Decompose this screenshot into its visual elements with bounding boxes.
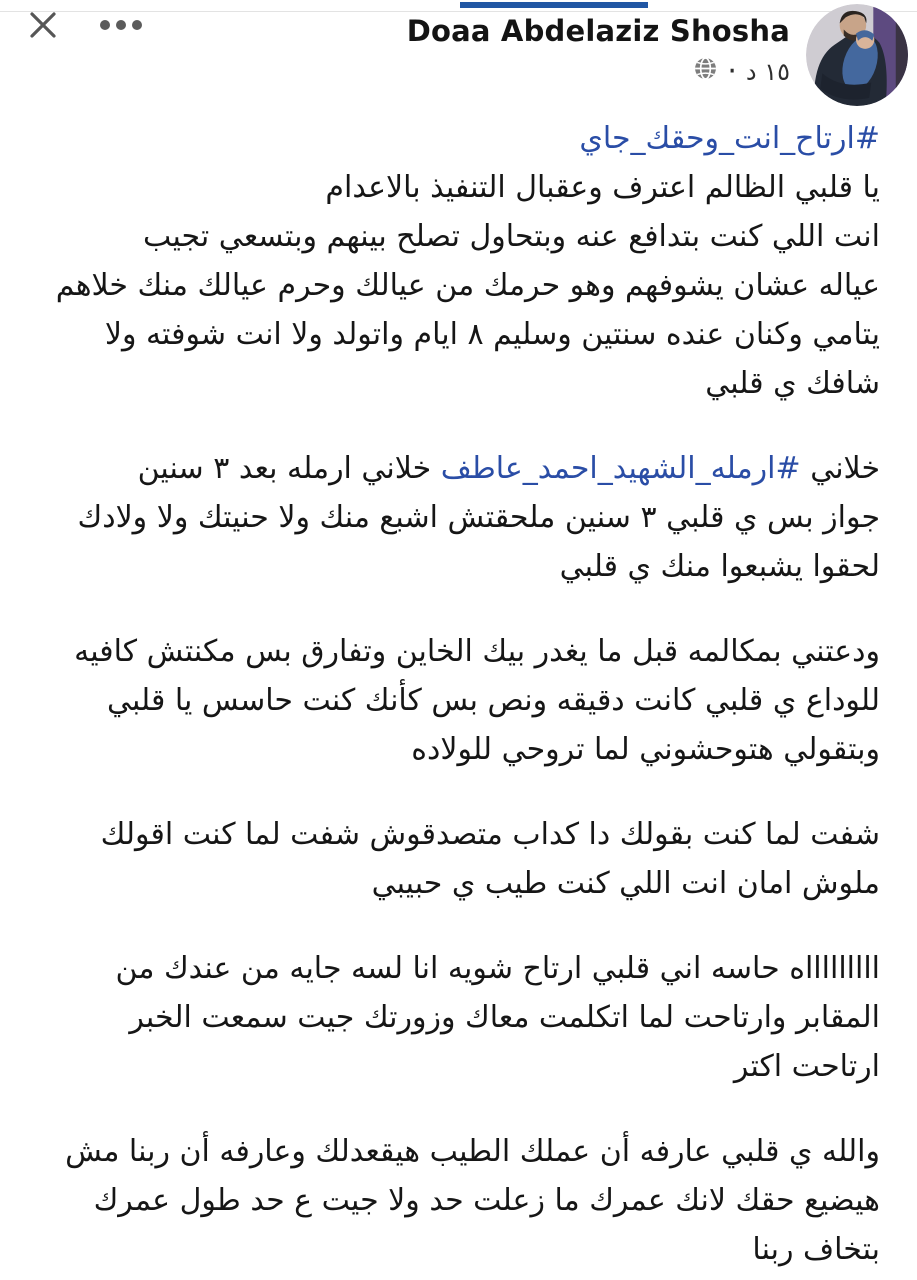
- post-line: شفت لما كنت بقولك دا كداب متصدقوش شفت لما كنت اقولك: [100, 817, 880, 852]
- post-line: يتامي وكنان عنده سنتين وسليم ٨ ايام واتولد ولا انت شوفته ولا: [104, 317, 880, 352]
- post-line: المقابر وارتاحت لما اتكلمت معاك وزورتك جيت سمعت الخبر: [129, 1000, 880, 1035]
- author-name[interactable]: Doaa Abdelaziz Shosha: [406, 14, 790, 48]
- post-line: شافك ي قلبي: [705, 366, 880, 401]
- post-line: يا قلبي الظالم اعترف وعقبال التنفيذ بالاعدام: [325, 170, 880, 205]
- post-line: للوداع ي قلبي كانت دقيقه ونص بس كأنك كنت حاسس يا قلبي: [106, 683, 880, 718]
- hashtag-link[interactable]: #ارتاح_انت_وحقك_جاي: [579, 121, 880, 156]
- timestamp: ١٥ د: [745, 57, 790, 86]
- post-line: وبتقولي هتوحشوني لما تروحي للولاده: [411, 732, 880, 767]
- three-dots-icon: [132, 20, 142, 30]
- globe-public-icon: [693, 56, 718, 87]
- post-text: خلاني ارمله بعد ٣ سنين: [137, 451, 432, 486]
- post-body: [30, 114, 880, 1280]
- post-line: لحقوا يشبعوا منك ي قلبي: [559, 549, 880, 584]
- post-line: والله ي قلبي عارفه أن عملك الطيب هيقعدلك وعارفه أن ربنا مش: [65, 1134, 880, 1169]
- post-line: انت اللي كنت بتدافع عنه وبتحاول تصلح بينهم وبتسعي تجيب: [143, 219, 880, 254]
- avatar[interactable]: [806, 4, 908, 106]
- post-text: خلاني: [810, 451, 880, 486]
- meta-separator-dot: ·: [727, 53, 737, 89]
- close-button[interactable]: [22, 4, 64, 49]
- post-line: بتخاف ربنا: [752, 1232, 880, 1267]
- more-options-button[interactable]: [96, 10, 146, 40]
- post-paragraph: [30, 627, 880, 774]
- close-icon: [26, 30, 60, 45]
- hashtag-link[interactable]: #ارمله_الشهيد_احمد_عاطف: [440, 451, 801, 486]
- three-dots-icon: [116, 20, 126, 30]
- three-dots-icon: [100, 20, 110, 30]
- post-paragraph: [30, 810, 880, 908]
- post-line: [30, 444, 880, 493]
- post-line: اااااااااه حاسه اني قلبي ارتاح شويه انا لسه جايه من عندك من: [115, 951, 880, 986]
- post-line: ارتاحت اكتر: [733, 1049, 880, 1084]
- post-line: ملوش امان انت اللي كنت طيب ي حبيبي: [371, 866, 880, 901]
- post-paragraph: [30, 1127, 880, 1274]
- post-paragraph: [30, 944, 880, 1091]
- post-line: هيضيع حقك لانك عمرك ما زعلت حد ولا جيت ع حد طول عمرك: [93, 1183, 880, 1218]
- post-meta: [693, 53, 790, 89]
- post-line: ودعتني بمكالمه قبل ما يغدر بيك الخاين وتفارق بس مكنتش كافيه: [74, 634, 880, 669]
- post-line: جواز بس ي قلبي ٣ سنين ملحقتش اشبع منك ولا حنيتك ولا ولادك: [77, 500, 880, 535]
- post-line: عياله عشان يشوفهم وهو حرمك من عيالك وحرم عيالك منك خلاهم: [55, 268, 880, 303]
- post-paragraph: [30, 114, 880, 408]
- post-paragraph: [30, 444, 880, 591]
- story-progress-bar: [460, 2, 648, 8]
